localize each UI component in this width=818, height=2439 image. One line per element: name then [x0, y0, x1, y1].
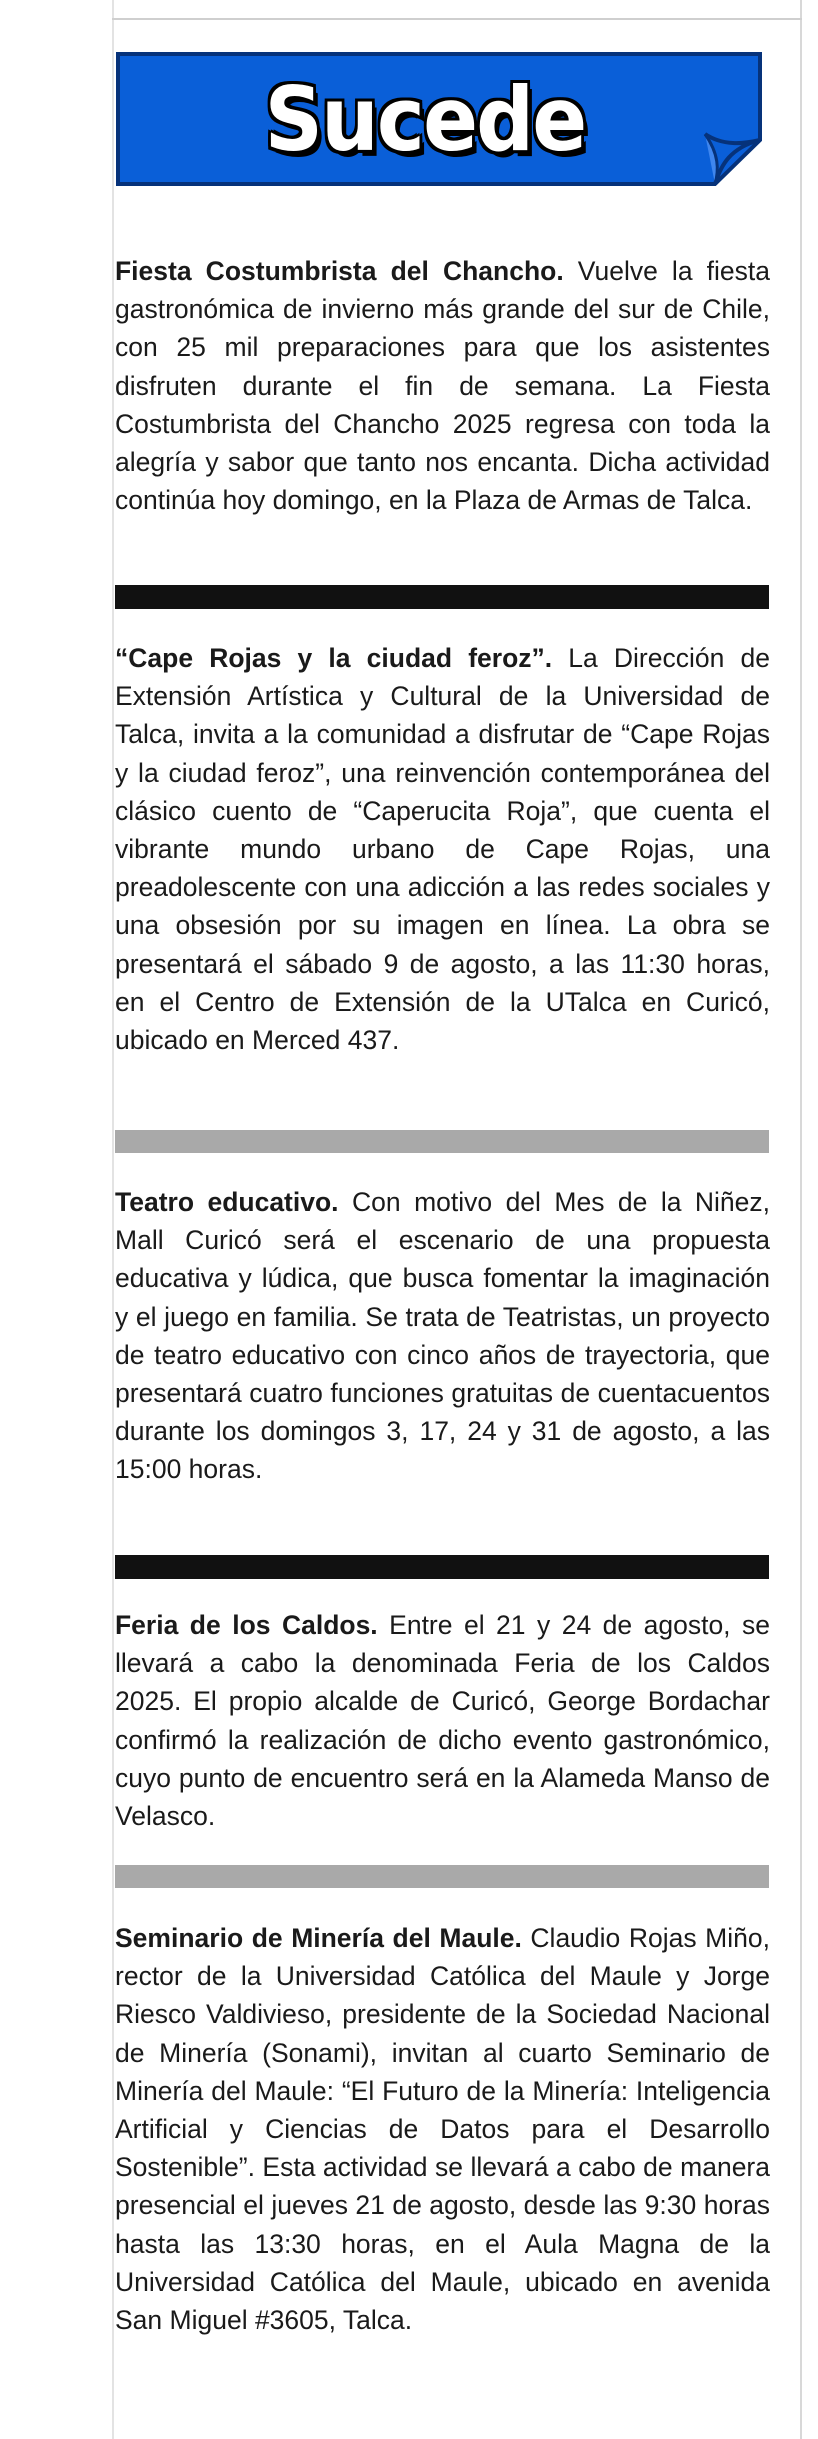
article-body: La Dirección de Extensión Artística y Cultural de la Universidad de Talca, invita a la comunidad a disfrutar de “Cape Rojas y la ciudad feroz”, una reinvención contemporánea del clásico cuento de “Caperucita Roja”, que cuenta el vibrante mundo urbano de Cape Rojas, una preadolescente con una adicción a las redes sociales y una obsesión por su imagen en línea. La obra se presentará el sábado 9 de agosto, a las 11:30 horas, en el Centro de Extensión de la UTalca en Curicó, ubicado en Merced 437. [115, 643, 770, 1056]
article-headline: Feria de los Caldos. [115, 1610, 390, 1640]
article-body: Vuelve la fiesta gastronómica de invierno más grande del sur de Chile, con 25 mil preparaciones para que los asistentes disfruten durante el fin de semana. La Fiesta Costumbrista del Chancho 2025 regresa con toda la alegría y sabor que tanto nos encanta. Dicha actividad continúa hoy domingo, en la Plaza de Armas de Talca. [115, 256, 770, 516]
article-body: Con motivo del Mes de la Niñez, Mall Curicó será el escenario de una propuesta educativa y lúdica, que busca fomentar la imaginación y el juego en familia. Se trata de Teatristas, un proyecto de teatro educativo con cinco años de trayectoria, que presentará cuatro funciones gratuitas de cuentacuentos durante los domingos 3, 17, 24 y 31 de agosto, a las 15:00 horas. [115, 1187, 771, 1485]
article-fiesta-chancho [115, 252, 770, 519]
article-headline: Fiesta Costumbrista del Chancho. [115, 256, 578, 286]
section-title: Sucede [264, 67, 586, 171]
article-headline: Teatro educativo. [115, 1187, 352, 1217]
divider-gray [115, 1130, 769, 1153]
page-edge-right [800, 0, 802, 2439]
article-body: Entre el 21 y 24 de agosto, se llevará a cabo la denominada Feria de los Caldos 2025. El propio alcalde de Curicó, George Bordachar confirmó la realización de dicho evento gastronómico, cuyo punto de encuentro será en la Alameda Manso de Velasco. [115, 1610, 770, 1832]
article-headline: “Cape Rojas y la ciudad feroz”. [115, 643, 569, 673]
top-rule [112, 18, 802, 20]
divider-black [115, 585, 769, 609]
divider-gray [115, 1865, 769, 1888]
article-feria-caldos [115, 1606, 770, 1835]
page-edge-left [112, 0, 114, 2439]
article-seminario-mineria [115, 1919, 770, 2339]
article-body: Claudio Rojas Miño, rector de la Universidad Católica del Maule y Jorge Riesco Valdivieso, presidente de la Sociedad Nacional de Minería (Sonami), invitan al cuarto Seminario de Minería del Maule: “El Futuro de la Minería: Inteligencia Artificial y Ciencias de Datos para el Desarrollo Sostenible”. Esta actividad se llevará a cabo de manera presencial el jueves 21 de agosto, desde las 9:30 horas hasta las 13:30 horas, en el Aula Magna de la Universidad Católica del Maule, ubicado en avenida San Miguel #3605, Talca. [115, 1923, 770, 2336]
article-cape-rojas [115, 639, 770, 1059]
article-headline: Seminario de Minería del Maule. [115, 1923, 531, 1953]
section-header-banner [115, 50, 765, 188]
article-teatro-educativo [115, 1183, 770, 1489]
divider-black [115, 1555, 769, 1579]
